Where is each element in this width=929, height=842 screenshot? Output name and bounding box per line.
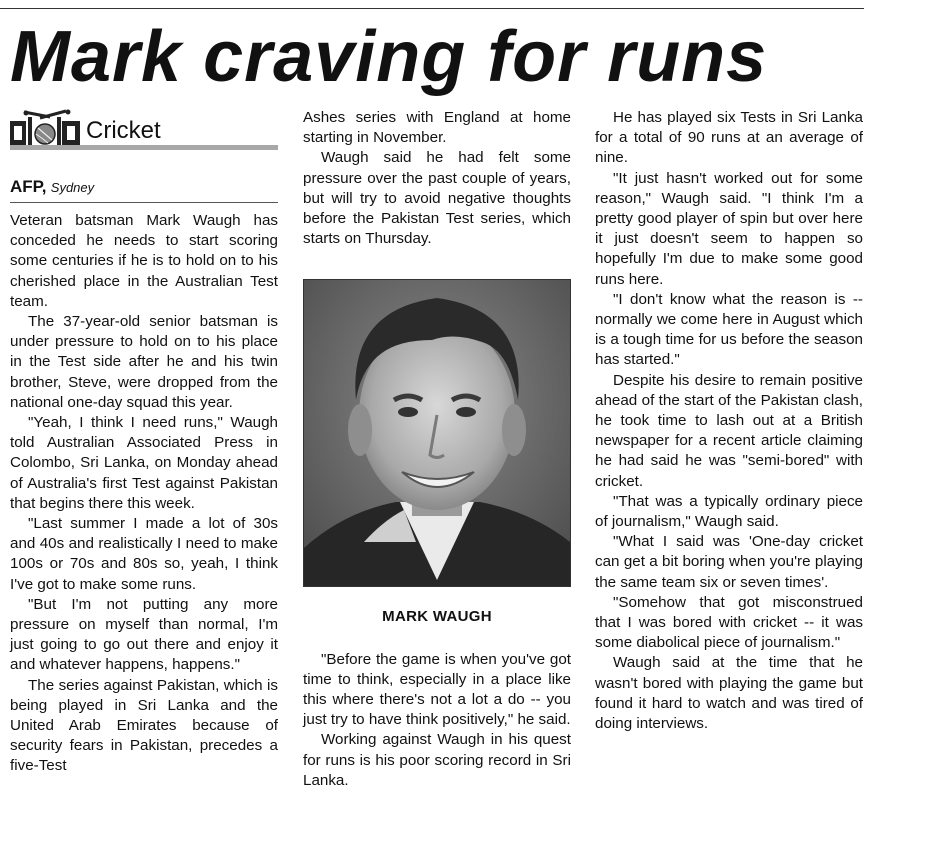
byline-place: Sydney	[50, 180, 95, 195]
paragraph: Working against Waugh in his quest for runs is his poor scoring record in Sri Lanka.	[303, 731, 571, 789]
portrait-photo	[303, 279, 571, 587]
article-column-1	[10, 108, 278, 777]
section-header	[10, 108, 278, 152]
byline-rule	[10, 202, 278, 203]
paragraph: "Before the game is when you've got time to think, especially in a place like this where there's not a lot a do -- you just try to have think positively," he said.	[303, 650, 571, 729]
top-rule	[0, 8, 864, 9]
byline-agency: AFP,	[10, 177, 47, 196]
paragraph: Waugh said he had felt some pressure over the past couple of years, but will try to avoid negative thoughts before the Pakistan Test series, which starts on Thursday.	[303, 149, 571, 248]
section-title: Cricket	[86, 117, 161, 144]
paragraph: The series against Pakistan, which is being played in Sri Lanka and the United Arab Emirates because of security fears in Pakistan, precedes a five-Test	[10, 676, 278, 775]
paragraph: Ashes series with England at home starting in November.	[303, 109, 571, 147]
paragraph: "It just hasn't worked out for some reason," Waugh said. "I think I'm a pretty good player of spin but over here it just doesn't seem to happen so hopefully I'm due to make some good runs here.	[595, 169, 863, 288]
article-column-2	[303, 108, 571, 791]
paragraph: "What I said was 'One-day cricket can get a bit boring when you're playing the same team six or seven times'.	[595, 533, 863, 591]
paragraph: Waugh said at the time that he wasn't bored with playing the game but found it hard to watch and was tired of doing interviews.	[595, 654, 863, 733]
paragraph: He has played six Tests in Sri Lanka for a total of 90 runs at an average of nine.	[595, 109, 863, 167]
section-rule	[10, 145, 278, 150]
article-column-3	[595, 108, 863, 734]
photo-caption: MARK WAUGH	[382, 608, 492, 626]
paragraph: "Somehow that got misconstrued that I was bored with cricket -- it was some diabolical piece of journalism."	[595, 593, 863, 652]
headline: Mark craving for runs	[10, 17, 768, 97]
paragraph: "Yeah, I think I need runs," Waugh told Australian Associated Press in Colombo, Sri Lanka, on Monday ahead of Australia's first Test against Pakistan that begins there this week.	[10, 414, 278, 512]
paragraph: "That was a typically ordinary piece of journalism," Waugh said.	[595, 492, 863, 531]
paragraph: "I don't know what the reason is -- normally we come here in August which is a tough time for us before the season has started."	[595, 290, 863, 369]
paragraph: Despite his desire to remain positive ahead of the start of the Pakistan clash, he took time to lash out at a British newspaper for a recent article claiming he had said he was "semi-bored" with cricket.	[595, 371, 863, 490]
paragraph: "But I'm not putting any more pressure on myself than normal, I'm just going to go out there and enjoy it and whatever happens, happens."	[10, 595, 278, 674]
paragraph: Veteran batsman Mark Waugh has conceded he needs to start scoring some centuries if he is to hold on to his cherished place in the Australian Test team.	[10, 212, 278, 310]
paragraph: "Last summer I made a lot of 30s and 40s and realistically I need to make 100s or 70s and 80s so, yeah, I think I've got to make some runs.	[10, 515, 278, 593]
byline	[10, 176, 278, 198]
paragraph: The 37-year-old senior batsman is under pressure to hold on to his place in the Test side after he and his twin brother, Steve, were dropped from the national one-day squad this year.	[10, 313, 278, 411]
